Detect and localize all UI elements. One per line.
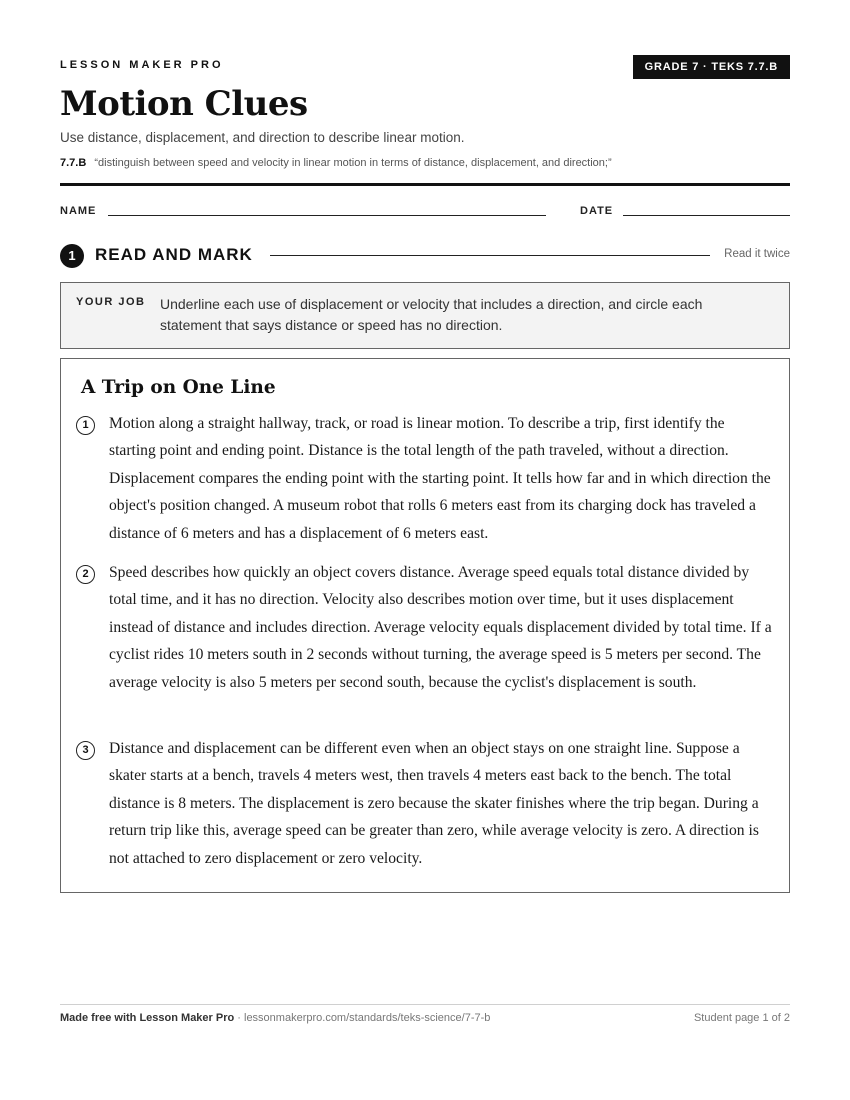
- name-label: NAME: [60, 205, 97, 217]
- footer-url[interactable]: lessonmakerpro.com/standards/teks-science/7-7-b: [244, 1012, 491, 1024]
- job-instructions-box: [60, 282, 790, 349]
- paragraph-number-3: 3: [76, 741, 95, 760]
- footer-divider: [60, 1004, 790, 1005]
- standard-text: “distinguish between speed and velocity in linear motion in terms of distance, displacement, and direction;”: [94, 157, 612, 169]
- standard-reference: [60, 157, 612, 169]
- section-title: READ AND MARK: [95, 245, 253, 264]
- date-field[interactable]: [623, 215, 790, 216]
- date-label: DATE: [580, 205, 614, 217]
- paragraph-text-2: Speed describes how quickly an object covers distance. Average speed equals total distance divided by total time, and it has no direction. Velocity also describes motion over time, but it uses displacement instead of distance and includes direction. Average velocity equals displacement divided by total time. If a cyclist rides 10 meters south in 2 seconds without turning, the average speed is 5 meters per second. The average velocity is also 5 meters per second south, because the cyclist's displacement is south.: [109, 564, 772, 691]
- section-note: Read it twice: [724, 248, 790, 260]
- name-field[interactable]: [108, 215, 546, 216]
- standard-code: 7.7.B: [60, 157, 87, 169]
- grade-badge: GRADE 7 · TEKS 7.7.B: [633, 55, 790, 79]
- paragraph-text-1: Motion along a straight hallway, track, or road is linear motion. To describe a trip, first identify the starting point and ending point. Distance is the total length of the path traveled, without a direction. Displacement compares the ending point with the starting point. It tells how far and in which direction the object's position changed. A museum robot that rolls 6 meters east from its charging dock has traveled a distance of 6 meters and has a displacement of 6 meters east.: [109, 415, 771, 542]
- header-divider: [60, 183, 790, 186]
- reading-title: A Trip on One Line: [81, 377, 276, 398]
- brand-name: LESSON MAKER PRO: [60, 59, 224, 71]
- brand-row: [60, 55, 790, 79]
- section-header: [60, 243, 790, 269]
- footer-separator: ·: [234, 1012, 244, 1024]
- paragraph-number-2: 2: [76, 565, 95, 584]
- page-title: Motion Clues: [60, 84, 308, 124]
- job-label: YOUR JOB: [76, 296, 146, 308]
- footer-made-with: Made free with Lesson Maker Pro: [60, 1012, 235, 1024]
- section-number-badge: 1: [60, 244, 84, 268]
- footer-page-number: Student page 1 of 2: [693, 1012, 790, 1024]
- reading-passage-box: [60, 358, 790, 893]
- job-text: Underline each use of displacement or velocity that includes a direction, and circle each statement that says distance or speed has no direction.: [160, 296, 703, 333]
- paragraph-text-3: Distance and displacement can be different even when an object stays on one straight line. Suppose a skater starts at a bench, travels 4 meters west, then travels 4 meters east back to the bench. The total distance is 8 meters. The displacement is zero because the skater finishes where the trip began. During a return trip like this, average speed can be greater than zero, while average velocity is zero. A direction is not attached to zero displacement or zero velocity.: [109, 740, 759, 867]
- paragraph-number-1: 1: [76, 416, 95, 435]
- page-subtitle: Use distance, displacement, and direction to describe linear motion.: [60, 130, 465, 145]
- footer-credit: [60, 1012, 490, 1024]
- section-rule: [270, 255, 710, 256]
